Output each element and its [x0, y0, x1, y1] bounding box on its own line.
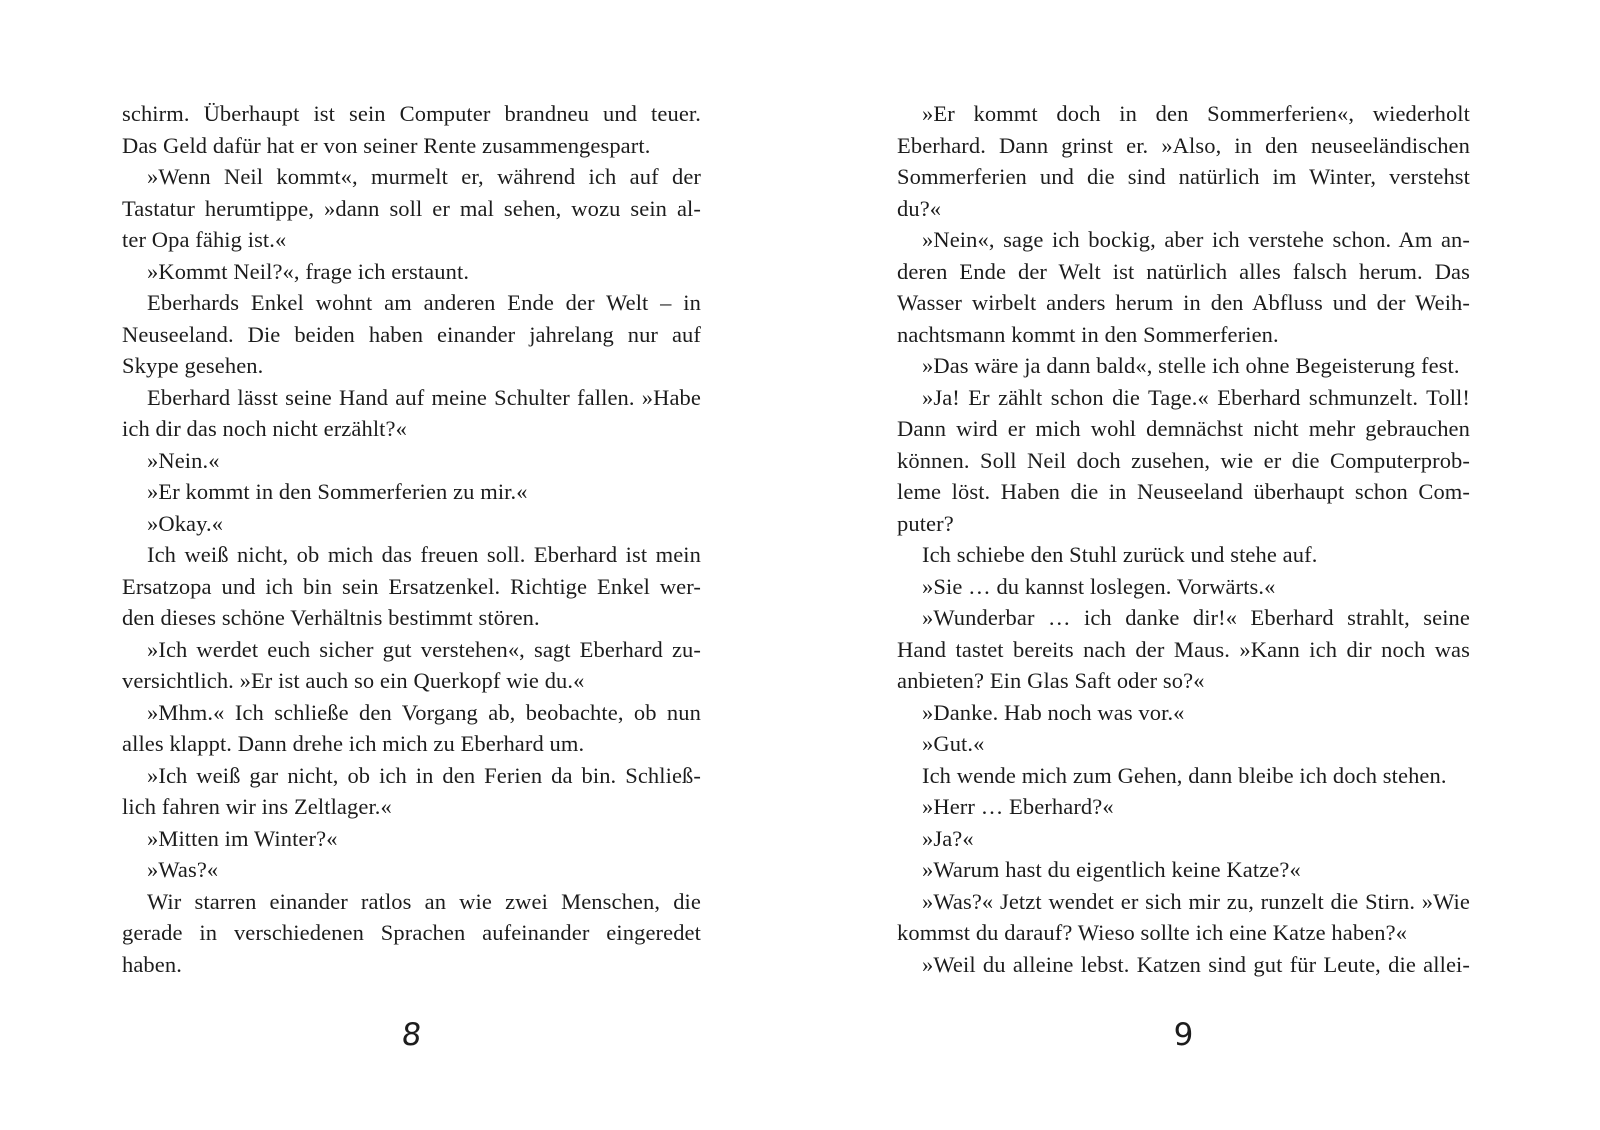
- text-line-content: »Wenn Neil kommt«, murmelt er, während ich auf der: [147, 164, 701, 189]
- text-line: [897, 98, 1470, 130]
- text-line: [122, 256, 701, 288]
- text-line-content: Tastatur herumtippe, »dann soll er mal sehen, wozu sein al-: [122, 195, 701, 221]
- text-line: [897, 791, 1470, 823]
- text-line: [897, 319, 1470, 351]
- text-line: [122, 98, 701, 130]
- text-line: [122, 697, 701, 729]
- text-line-content: ter Opa fähig ist.«: [122, 227, 287, 252]
- text-line-content: »Herr … Eberhard?«: [922, 794, 1114, 819]
- text-line-content: »Das wäre ja dann bald«, stelle ich ohne Begeisterung fest.: [922, 353, 1460, 378]
- text-line-content: leme löst. Haben die in Neuseeland überhaupt schon Com-: [897, 479, 1470, 504]
- text-line: [897, 886, 1470, 918]
- text-line: [122, 476, 701, 508]
- text-line-content: Ich schiebe den Stuhl zurück und stehe auf.: [922, 542, 1318, 567]
- text-line-content: Wir starren einander ratlos an wie zwei Menschen, die: [147, 888, 701, 914]
- page-right: [800, 0, 1600, 1130]
- text-line: [897, 949, 1470, 981]
- text-line: [122, 823, 701, 855]
- text-line: [897, 571, 1470, 603]
- text-line: [122, 193, 701, 225]
- text-line-content: »Okay.«: [147, 510, 224, 536]
- text-line: [122, 508, 701, 540]
- text-line: [122, 854, 701, 886]
- text-line-content: »Nein.«: [147, 447, 220, 473]
- text-line-content: Dann wird er mich wohl demnächst nicht mehr gebrauchen: [897, 416, 1470, 441]
- text-line: [122, 319, 701, 351]
- text-line: [897, 287, 1470, 319]
- text-line-content: »Er kommt in den Sommerferien zu mir.«: [147, 479, 528, 504]
- text-line-content: »Nein«, sage ich bockig, aber ich verstehe schon. Am an-: [922, 227, 1470, 252]
- text-line-content: »Er kommt doch in den Sommerferien«, wiederholt: [922, 101, 1470, 126]
- text-line-content: Ich wende mich zum Gehen, dann bleibe ich doch stehen.: [922, 762, 1447, 788]
- text-line: [897, 508, 1470, 540]
- text-line: [897, 130, 1470, 162]
- text-line-content: Ich weiß nicht, ob mich das freuen soll. Eberhard ist mein: [147, 542, 701, 567]
- text-line: [897, 193, 1470, 225]
- text-line-content: »Wunderbar … ich danke dir!« Eberhard strahlt, seine: [922, 605, 1470, 630]
- text-line: [897, 539, 1470, 571]
- text-line-content: haben.: [122, 951, 182, 977]
- page-number-left: 8: [399, 1017, 424, 1053]
- text-line-content: »Mhm.« Ich schließe den Vorgang ab, beobachte, ob nun: [147, 699, 701, 725]
- text-line-content: »Weil du alleine lebst. Katzen sind gut für Leute, die allei-: [922, 951, 1470, 977]
- text-line-content: »Was?« Jetzt wendet er sich mir zu, runzelt die Stirn. »Wie: [922, 888, 1470, 914]
- text-line: [122, 665, 701, 697]
- text-line-content: Neuseeland. Die beiden haben einander jahrelang nur auf: [122, 321, 701, 347]
- text-line-content: »Ich weiß gar nicht, ob ich in den Ferien da bin. Schließ-: [147, 762, 701, 788]
- text-line: [897, 760, 1470, 792]
- text-line-content: nachtsmann kommt in den Sommerferien.: [897, 321, 1279, 347]
- text-line: [122, 917, 701, 949]
- text-line-content: »Ich werdet euch sicher gut verstehen«, sagt Eberhard zu-: [147, 636, 701, 662]
- text-line-content: ich dir das noch nicht erzählt?«: [122, 416, 407, 441]
- page-number-right: 9: [1173, 1017, 1194, 1053]
- text-line: [897, 854, 1470, 886]
- text-line: [897, 634, 1470, 666]
- text-line-content: »Mitten im Winter?«: [147, 825, 338, 851]
- text-line: [122, 602, 701, 634]
- text-line-content: anbieten? Ein Glas Saft oder so?«: [897, 668, 1205, 693]
- text-line: [122, 728, 701, 760]
- text-line: [122, 571, 701, 603]
- text-line: [897, 413, 1470, 445]
- text-line-content: Eberhard. Dann grinst er. »Also, in den neuseeländischen: [897, 132, 1470, 158]
- text-line-content: Das Geld dafür hat er von seiner Rente zusammengespart.: [122, 132, 651, 158]
- text-line-content: »Sie … du kannst loslegen. Vorwärts.«: [922, 573, 1276, 599]
- text-line-content: können. Soll Neil doch zusehen, wie er die Computerprob-: [897, 447, 1470, 473]
- page-right-text: [897, 98, 1470, 980]
- text-line-content: den dieses schöne Verhältnis bestimmt stören.: [122, 605, 540, 630]
- text-line: [122, 224, 701, 256]
- text-line-content: »Kommt Neil?«, frage ich erstaunt.: [147, 258, 470, 284]
- text-line-content: schirm. Überhaupt ist sein Computer brandneu und teuer.: [122, 101, 701, 126]
- text-line: [897, 224, 1470, 256]
- text-line: [897, 476, 1470, 508]
- text-line-content: Hand tastet bereits nach der Maus. »Kann ich dir noch was: [897, 636, 1470, 662]
- text-line-content: Ersatzopa und ich bin sein Ersatzenkel. Richtige Enkel wer-: [122, 573, 701, 599]
- text-line-content: lich fahren wir ins Zeltlager.«: [122, 794, 392, 819]
- text-line-content: »Warum hast du eigentlich keine Katze?«: [922, 857, 1301, 882]
- text-line-content: gerade in verschiedenen Sprachen aufeinander eingeredet: [122, 920, 701, 945]
- text-line-content: deren Ende der Welt ist natürlich alles falsch herum. Das: [897, 258, 1470, 284]
- text-line: [897, 445, 1470, 477]
- text-line-content: versichtlich. »Er ist auch so ein Querkopf wie du.«: [122, 668, 585, 693]
- text-line-content: Eberhards Enkel wohnt am anderen Ende der Welt – in: [147, 290, 701, 315]
- text-line: [122, 760, 701, 792]
- text-line-content: »Was?«: [147, 857, 219, 882]
- text-line: [897, 161, 1470, 193]
- text-line: [897, 823, 1470, 855]
- text-line: [897, 917, 1470, 949]
- text-line: [122, 539, 701, 571]
- text-line-content: kommst du darauf? Wieso sollte ich eine Katze haben?«: [897, 920, 1408, 945]
- text-line: [897, 602, 1470, 634]
- text-line-content: Wasser wirbelt anders herum in den Abfluss und der Weih-: [897, 290, 1470, 315]
- text-line-content: Sommerferien und die sind natürlich im Winter, verstehst: [897, 164, 1470, 189]
- text-line: [122, 445, 701, 477]
- text-line-content: alles klappt. Dann drehe ich mich zu Eberhard um.: [122, 731, 585, 756]
- page-left-text: [122, 98, 701, 980]
- text-line: [122, 382, 701, 414]
- text-line: [897, 665, 1470, 697]
- text-line: [122, 413, 701, 445]
- text-line-content: Eberhard lässt seine Hand auf meine Schulter fallen. »Habe: [147, 384, 701, 410]
- text-line: [122, 350, 701, 382]
- text-line: [897, 697, 1470, 729]
- text-line: [122, 130, 701, 162]
- text-line-content: »Danke. Hab noch was vor.«: [922, 699, 1185, 725]
- text-line-content: Skype gesehen.: [122, 353, 264, 378]
- text-line: [122, 886, 701, 918]
- text-line: [897, 256, 1470, 288]
- text-line-content: »Ja?«: [922, 825, 974, 851]
- text-line: [122, 634, 701, 666]
- text-line: [897, 382, 1470, 414]
- text-line-content: »Ja! Er zählt schon die Tage.« Eberhard schmunzelt. Toll!: [922, 384, 1470, 410]
- text-line: [122, 791, 701, 823]
- text-line: [897, 728, 1470, 760]
- text-line: [897, 350, 1470, 382]
- text-line-content: du?«: [897, 195, 942, 221]
- text-line-content: puter?: [897, 510, 954, 536]
- text-line: [122, 161, 701, 193]
- text-line: [122, 949, 701, 981]
- text-line-content: »Gut.«: [922, 731, 985, 756]
- text-line: [122, 287, 701, 319]
